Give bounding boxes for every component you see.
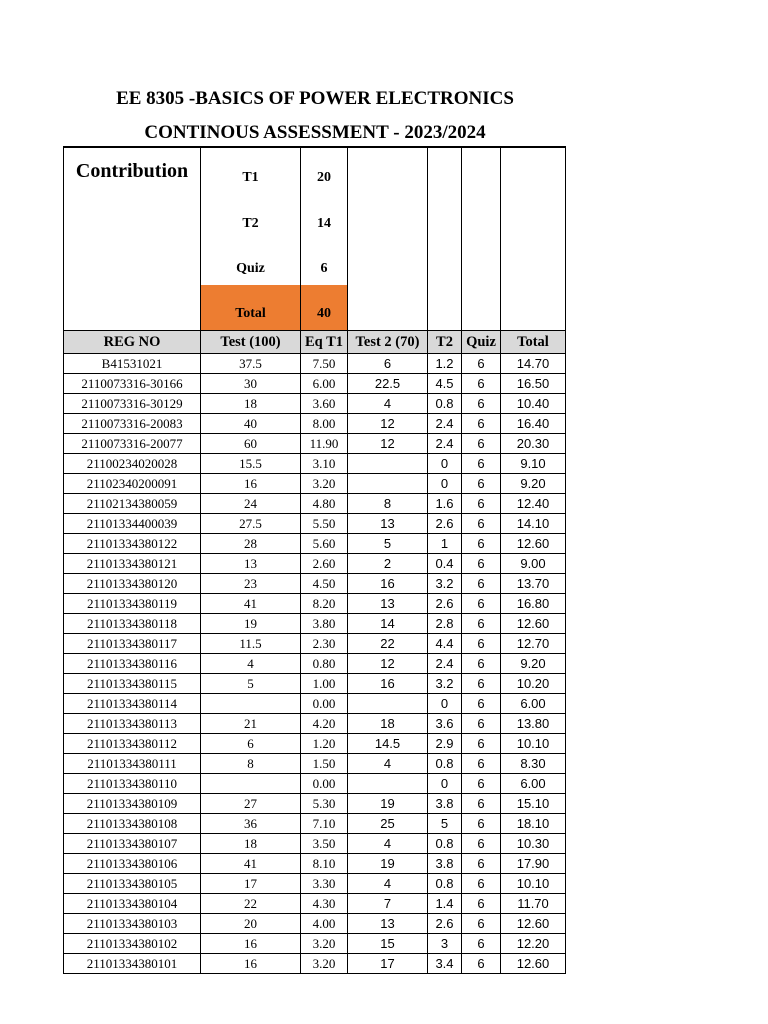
eq-t1-cell: 4.50 <box>301 574 348 594</box>
table-row <box>64 394 566 414</box>
test1-cell: 16 <box>201 934 301 954</box>
t2-cell: 4.5 <box>428 374 462 394</box>
total-cell: 20.30 <box>501 434 566 454</box>
quiz-cell: 6 <box>462 574 501 594</box>
contribution-row <box>64 285 566 331</box>
table-row <box>64 434 566 454</box>
t2-cell: 3.6 <box>428 714 462 734</box>
total-cell: 12.60 <box>501 534 566 554</box>
test2-cell <box>348 774 428 794</box>
table-row <box>64 514 566 534</box>
quiz-cell: 6 <box>462 594 501 614</box>
quiz-cell: 6 <box>462 394 501 414</box>
test1-cell: 17 <box>201 874 301 894</box>
test2-cell: 12 <box>348 414 428 434</box>
quiz-cell: 6 <box>462 614 501 634</box>
test2-cell: 13 <box>348 594 428 614</box>
quiz-cell: 6 <box>462 654 501 674</box>
quiz-cell: 6 <box>462 934 501 954</box>
total-cell: 16.40 <box>501 414 566 434</box>
test2-cell: 22 <box>348 634 428 654</box>
test1-cell: 13 <box>201 554 301 574</box>
eq-t1-cell: 8.00 <box>301 414 348 434</box>
reg-no-cell: 21101334380114 <box>64 694 201 714</box>
eq-t1-cell: 5.60 <box>301 534 348 554</box>
table-row <box>64 574 566 594</box>
t2-cell: 0 <box>428 694 462 714</box>
test2-cell: 16 <box>348 674 428 694</box>
total-cell: 10.10 <box>501 734 566 754</box>
reg-no-cell: 21101334380110 <box>64 774 201 794</box>
test2-cell: 4 <box>348 834 428 854</box>
contribution-name: T1 <box>201 147 301 195</box>
reg-no-cell: 21101334380121 <box>64 554 201 574</box>
test2-cell: 8 <box>348 494 428 514</box>
t2-cell: 0.8 <box>428 834 462 854</box>
total-cell: 6.00 <box>501 694 566 714</box>
table-row <box>64 934 566 954</box>
table-header-row <box>64 331 566 354</box>
table-row <box>64 774 566 794</box>
test1-cell: 18 <box>201 394 301 414</box>
total-cell: 12.40 <box>501 494 566 514</box>
test1-cell: 15.5 <box>201 454 301 474</box>
column-header: Total <box>501 331 566 354</box>
test2-cell: 25 <box>348 814 428 834</box>
contribution-row <box>64 240 566 285</box>
t2-cell: 3.2 <box>428 674 462 694</box>
test1-cell: 4 <box>201 654 301 674</box>
contribution-row <box>64 195 566 240</box>
test2-cell: 4 <box>348 394 428 414</box>
test1-cell: 40 <box>201 414 301 434</box>
eq-t1-cell: 1.50 <box>301 754 348 774</box>
t2-cell: 2.9 <box>428 734 462 754</box>
t2-cell: 0.8 <box>428 394 462 414</box>
t2-cell: 2.4 <box>428 654 462 674</box>
test1-cell: 28 <box>201 534 301 554</box>
t2-cell: 1.6 <box>428 494 462 514</box>
total-cell: 8.30 <box>501 754 566 774</box>
quiz-cell: 6 <box>462 534 501 554</box>
eq-t1-cell: 1.20 <box>301 734 348 754</box>
total-cell: 9.20 <box>501 654 566 674</box>
reg-no-cell: 21101334380109 <box>64 794 201 814</box>
t2-cell: 2.6 <box>428 594 462 614</box>
test1-cell: 19 <box>201 614 301 634</box>
contribution-row <box>64 147 566 195</box>
reg-no-cell: 21101334380101 <box>64 954 201 974</box>
total-cell: 13.80 <box>501 714 566 734</box>
reg-no-cell: 21100234020028 <box>64 454 201 474</box>
eq-t1-cell: 4.30 <box>301 894 348 914</box>
test1-cell: 41 <box>201 594 301 614</box>
test2-cell <box>348 694 428 714</box>
reg-no-cell: 21101334380108 <box>64 814 201 834</box>
total-cell: 9.00 <box>501 554 566 574</box>
table-row <box>64 414 566 434</box>
table-row <box>64 554 566 574</box>
eq-t1-cell: 5.30 <box>301 794 348 814</box>
contribution-value: 14 <box>301 195 348 240</box>
test1-cell: 16 <box>201 954 301 974</box>
reg-no-cell: 2110073316-30129 <box>64 394 201 414</box>
quiz-cell: 6 <box>462 954 501 974</box>
table-row <box>64 954 566 974</box>
table-row <box>64 614 566 634</box>
reg-no-cell: 21101334380117 <box>64 634 201 654</box>
reg-no-cell: 2110073316-20077 <box>64 434 201 454</box>
contribution-value: 20 <box>301 147 348 195</box>
table-row <box>64 374 566 394</box>
eq-t1-cell: 1.00 <box>301 674 348 694</box>
reg-no-cell: 21101334380102 <box>64 934 201 954</box>
test1-cell: 30 <box>201 374 301 394</box>
t2-cell: 2.8 <box>428 614 462 634</box>
test2-cell: 12 <box>348 654 428 674</box>
eq-t1-cell: 8.10 <box>301 854 348 874</box>
table-row <box>64 914 566 934</box>
table-row <box>64 754 566 774</box>
reg-no-cell: 21101334380122 <box>64 534 201 554</box>
eq-t1-cell: 4.80 <box>301 494 348 514</box>
t2-cell: 1 <box>428 534 462 554</box>
reg-no-cell: 2110073316-30166 <box>64 374 201 394</box>
eq-t1-cell: 2.30 <box>301 634 348 654</box>
contribution-name: Total <box>201 285 301 331</box>
t2-cell: 1.2 <box>428 354 462 374</box>
table-row <box>64 794 566 814</box>
total-cell: 12.60 <box>501 914 566 934</box>
test2-cell: 18 <box>348 714 428 734</box>
reg-no-cell: 21101334380111 <box>64 754 201 774</box>
table-row <box>64 534 566 554</box>
test1-cell: 20 <box>201 914 301 934</box>
reg-no-cell: 21101334380105 <box>64 874 201 894</box>
t2-cell: 0 <box>428 474 462 494</box>
quiz-cell: 6 <box>462 694 501 714</box>
test1-cell: 36 <box>201 814 301 834</box>
quiz-cell: 6 <box>462 894 501 914</box>
t2-cell: 0.4 <box>428 554 462 574</box>
eq-t1-cell: 11.90 <box>301 434 348 454</box>
eq-t1-cell: 3.20 <box>301 954 348 974</box>
test1-cell: 5 <box>201 674 301 694</box>
eq-t1-cell: 3.10 <box>301 454 348 474</box>
eq-t1-cell: 6.00 <box>301 374 348 394</box>
quiz-cell: 6 <box>462 734 501 754</box>
eq-t1-cell: 4.00 <box>301 914 348 934</box>
reg-no-cell: 21101334380112 <box>64 734 201 754</box>
test1-cell: 41 <box>201 854 301 874</box>
t2-cell: 3.4 <box>428 954 462 974</box>
table-row <box>64 834 566 854</box>
t2-cell: 0.8 <box>428 874 462 894</box>
quiz-cell: 6 <box>462 814 501 834</box>
t2-cell: 2.4 <box>428 434 462 454</box>
test2-cell: 7 <box>348 894 428 914</box>
total-cell: 14.10 <box>501 514 566 534</box>
t2-cell: 0.8 <box>428 754 462 774</box>
reg-no-cell: 21101334380118 <box>64 614 201 634</box>
quiz-cell: 6 <box>462 434 501 454</box>
quiz-cell: 6 <box>462 834 501 854</box>
reg-no-cell: 21102134380059 <box>64 494 201 514</box>
eq-t1-cell: 7.10 <box>301 814 348 834</box>
total-cell: 10.30 <box>501 834 566 854</box>
quiz-cell: 6 <box>462 794 501 814</box>
test1-cell: 8 <box>201 754 301 774</box>
quiz-cell: 6 <box>462 914 501 934</box>
total-cell: 15.10 <box>501 794 566 814</box>
t2-cell: 1.4 <box>428 894 462 914</box>
reg-no-cell: 21101334380116 <box>64 654 201 674</box>
total-cell: 17.90 <box>501 854 566 874</box>
quiz-cell: 6 <box>462 514 501 534</box>
t2-cell: 3.8 <box>428 854 462 874</box>
test1-cell: 22 <box>201 894 301 914</box>
test1-cell: 6 <box>201 734 301 754</box>
eq-t1-cell: 3.20 <box>301 934 348 954</box>
t2-cell: 2.6 <box>428 514 462 534</box>
eq-t1-cell: 3.20 <box>301 474 348 494</box>
test1-cell <box>201 694 301 714</box>
t2-cell: 2.4 <box>428 414 462 434</box>
test1-cell: 18 <box>201 834 301 854</box>
eq-t1-cell: 3.50 <box>301 834 348 854</box>
test1-cell: 60 <box>201 434 301 454</box>
column-header: Test (100) <box>201 331 301 354</box>
quiz-cell: 6 <box>462 494 501 514</box>
test2-cell: 16 <box>348 574 428 594</box>
test1-cell: 21 <box>201 714 301 734</box>
column-header: Eq T1 <box>301 331 348 354</box>
reg-no-cell: 21101334380115 <box>64 674 201 694</box>
table-row <box>64 874 566 894</box>
table-row <box>64 694 566 714</box>
table-row <box>64 674 566 694</box>
eq-t1-cell: 3.80 <box>301 614 348 634</box>
reg-no-cell: 21101334380113 <box>64 714 201 734</box>
test1-cell: 37.5 <box>201 354 301 374</box>
quiz-cell: 6 <box>462 874 501 894</box>
test2-cell: 15 <box>348 934 428 954</box>
eq-t1-cell: 3.60 <box>301 394 348 414</box>
column-header: Test 2 (70) <box>348 331 428 354</box>
table-row <box>64 594 566 614</box>
table-row <box>64 894 566 914</box>
sheet-title: EE 8305 -BASICS OF POWER ELECTRONICS <box>116 88 514 109</box>
total-cell: 12.20 <box>501 934 566 954</box>
total-cell: 10.40 <box>501 394 566 414</box>
total-cell: 11.70 <box>501 894 566 914</box>
reg-no-cell: 21101334380119 <box>64 594 201 614</box>
table-row <box>64 354 566 374</box>
test2-cell <box>348 454 428 474</box>
total-cell: 12.60 <box>501 954 566 974</box>
reg-no-cell: 21101334400039 <box>64 514 201 534</box>
sheet-subtitle: CONTINOUS ASSESSMENT - 2023/2024 <box>144 122 486 143</box>
test2-cell: 12 <box>348 434 428 454</box>
test1-cell: 27 <box>201 794 301 814</box>
total-cell: 12.70 <box>501 634 566 654</box>
total-cell: 9.10 <box>501 454 566 474</box>
table-row <box>64 854 566 874</box>
table-row <box>64 454 566 474</box>
column-header: REG NO <box>64 331 201 354</box>
total-cell: 9.20 <box>501 474 566 494</box>
quiz-cell: 6 <box>462 554 501 574</box>
total-cell: 10.20 <box>501 674 566 694</box>
eq-t1-cell: 0.00 <box>301 774 348 794</box>
eq-t1-cell: 0.80 <box>301 654 348 674</box>
t2-cell: 2.6 <box>428 914 462 934</box>
quiz-cell: 6 <box>462 774 501 794</box>
table-row <box>64 714 566 734</box>
quiz-cell: 6 <box>462 714 501 734</box>
total-cell: 13.70 <box>501 574 566 594</box>
quiz-cell: 6 <box>462 854 501 874</box>
test2-cell: 22.5 <box>348 374 428 394</box>
test1-cell <box>201 774 301 794</box>
t2-cell: 4.4 <box>428 634 462 654</box>
test1-cell: 27.5 <box>201 514 301 534</box>
contribution-value: 40 <box>301 285 348 331</box>
reg-no-cell: 21101334380120 <box>64 574 201 594</box>
reg-no-cell: 21102340200091 <box>64 474 201 494</box>
test1-cell: 23 <box>201 574 301 594</box>
test2-cell: 4 <box>348 874 428 894</box>
assessment-table <box>63 146 566 974</box>
reg-no-cell: 21101334380103 <box>64 914 201 934</box>
reg-no-cell: B41531021 <box>64 354 201 374</box>
test2-cell: 13 <box>348 514 428 534</box>
reg-no-cell: 21101334380107 <box>64 834 201 854</box>
contribution-label: Contribution <box>64 147 201 195</box>
t2-cell: 3.2 <box>428 574 462 594</box>
eq-t1-cell: 5.50 <box>301 514 348 534</box>
test1-cell: 24 <box>201 494 301 514</box>
table-row <box>64 734 566 754</box>
eq-t1-cell: 7.50 <box>301 354 348 374</box>
total-cell: 12.60 <box>501 614 566 634</box>
test2-cell: 5 <box>348 534 428 554</box>
test2-cell: 2 <box>348 554 428 574</box>
eq-t1-cell: 4.20 <box>301 714 348 734</box>
contribution-value: 6 <box>301 240 348 285</box>
t2-cell: 3 <box>428 934 462 954</box>
reg-no-cell: 2110073316-20083 <box>64 414 201 434</box>
test2-cell: 17 <box>348 954 428 974</box>
t2-cell: 3.8 <box>428 794 462 814</box>
table-row <box>64 634 566 654</box>
total-cell: 16.80 <box>501 594 566 614</box>
test2-cell: 6 <box>348 354 428 374</box>
total-cell: 14.70 <box>501 354 566 374</box>
quiz-cell: 6 <box>462 414 501 434</box>
t2-cell: 0 <box>428 454 462 474</box>
quiz-cell: 6 <box>462 674 501 694</box>
total-cell: 18.10 <box>501 814 566 834</box>
test2-cell: 13 <box>348 914 428 934</box>
total-cell: 10.10 <box>501 874 566 894</box>
reg-no-cell: 21101334380106 <box>64 854 201 874</box>
test2-cell: 14.5 <box>348 734 428 754</box>
eq-t1-cell: 8.20 <box>301 594 348 614</box>
column-header: Quiz <box>462 331 501 354</box>
quiz-cell: 6 <box>462 474 501 494</box>
t2-cell: 0 <box>428 774 462 794</box>
table-row <box>64 494 566 514</box>
quiz-cell: 6 <box>462 354 501 374</box>
contribution-name: Quiz <box>201 240 301 285</box>
test2-cell: 19 <box>348 794 428 814</box>
eq-t1-cell: 2.60 <box>301 554 348 574</box>
quiz-cell: 6 <box>462 754 501 774</box>
reg-no-cell: 21101334380104 <box>64 894 201 914</box>
quiz-cell: 6 <box>462 374 501 394</box>
test1-cell: 16 <box>201 474 301 494</box>
total-cell: 6.00 <box>501 774 566 794</box>
eq-t1-cell: 0.00 <box>301 694 348 714</box>
test2-cell <box>348 474 428 494</box>
table-row <box>64 474 566 494</box>
test2-cell: 19 <box>348 854 428 874</box>
total-cell: 16.50 <box>501 374 566 394</box>
table-row <box>64 654 566 674</box>
quiz-cell: 6 <box>462 454 501 474</box>
contribution-name: T2 <box>201 195 301 240</box>
table-row <box>64 814 566 834</box>
test2-cell: 4 <box>348 754 428 774</box>
quiz-cell: 6 <box>462 634 501 654</box>
eq-t1-cell: 3.30 <box>301 874 348 894</box>
t2-cell: 5 <box>428 814 462 834</box>
test1-cell: 11.5 <box>201 634 301 654</box>
test2-cell: 14 <box>348 614 428 634</box>
column-header: T2 <box>428 331 462 354</box>
